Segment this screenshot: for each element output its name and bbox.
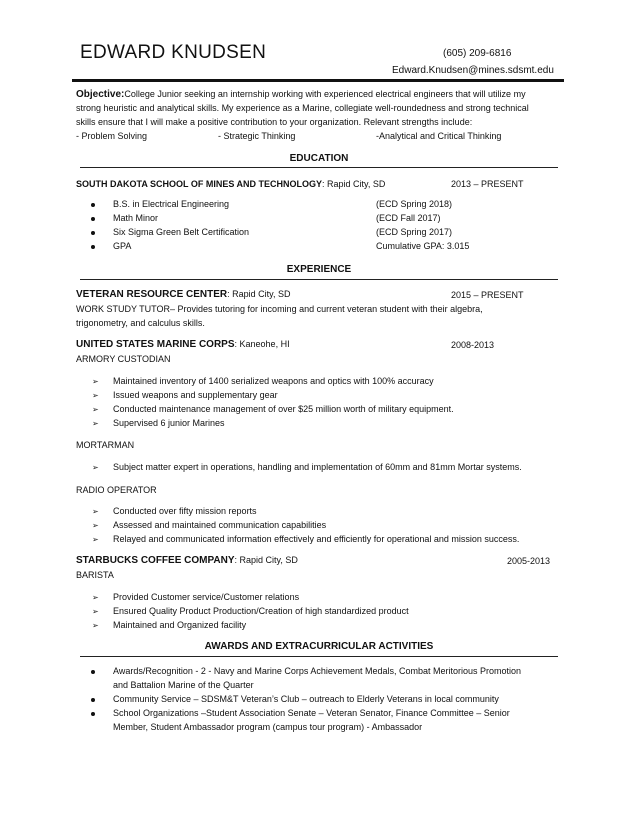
starbucks-header [76,555,298,566]
arrow-bullet-icon: ➢ [92,377,99,386]
arrow-bullet-icon: ➢ [92,463,99,472]
education-item-label: Math Minor [113,213,159,223]
experience-rule [80,279,558,280]
usmc-header [76,339,290,350]
school-location: : Rapid City, SD [322,179,386,189]
objective-line-3: skills ensure that I will make a positive contribution to your organization. Relevant strengths include: [76,117,473,127]
bullet-icon [91,217,95,221]
education-item-label: Six Sigma Green Belt Certification [113,227,250,237]
header-rule [72,79,564,82]
awards-heading: AWARDS AND EXTRACURRICULAR ACTIVITIES [204,641,434,652]
education-dates: 2013 – PRESENT [451,179,524,189]
arrow-bullet-icon: ➢ [92,621,99,630]
arrow-bullet-icon: ➢ [92,535,99,544]
list-item: Maintained and Organized facility [113,620,247,630]
strength-problem-solving: - Problem Solving [76,131,148,141]
bullet-icon [91,231,95,235]
role-mortarman: MORTARMAN [76,440,135,450]
vrc-org: VETERAN RESOURCE CENTER [76,289,228,300]
bullet-icon [91,698,95,702]
bullet-icon [91,245,95,249]
objective-text-1: College Junior seeking an internship working with experienced electrical engineers that will utilize my [124,89,526,99]
awards-item-1-line-2: and Battalion Marine of the Quarter [113,680,254,690]
role-radio-operator: RADIO OPERATOR [76,485,157,495]
starbucks-org: STARBUCKS COFFEE COMPANY [76,555,235,566]
arrow-bullet-icon: ➢ [92,607,99,616]
list-item: Issued weapons and supplementary gear [113,390,278,400]
list-item: Relayed and communicated information effectively and efficiently for operational and mission success. [113,534,520,544]
awards-item-3-line-2: Member, Student Ambassador program (campus tour program) - Ambassador [113,722,423,732]
education-school [76,179,385,189]
education-item-label: GPA [113,241,132,251]
phone-number: (605) 209-6816 [443,48,512,59]
arrow-bullet-icon: ➢ [92,391,99,400]
list-item: Supervised 6 junior Marines [113,418,225,428]
list-item: Provided Customer service/Customer relations [113,592,300,602]
role-barista: BARISTA [76,570,114,580]
arrow-bullet-icon: ➢ [92,593,99,602]
starbucks-dates: 2005-2013 [507,556,551,566]
bullet-icon [91,712,95,716]
list-item: Conducted over fifty mission reports [113,506,257,516]
arrow-bullet-icon: ➢ [92,405,99,414]
school-name: SOUTH DAKOTA SCHOOL OF MINES AND TECHNOLOGY [76,179,323,189]
education-heading: EDUCATION [289,153,349,164]
usmc-org: UNITED STATES MARINE CORPS [76,339,235,350]
education-rule [80,167,558,168]
objective-line-2: strong heuristic and analytical skills. My experience as a Marine, collegiate well-roundedness and strong technical [76,103,529,113]
list-item: Maintained inventory of 1400 serialized weapons and optics with 100% accuracy [113,376,434,386]
awards-rule [80,656,558,657]
usmc-dates: 2008-2013 [451,340,495,350]
strength-analytical-thinking: -Analytical and Critical Thinking [376,131,502,141]
awards-item-2: Community Service – SDSM&T Veteran’s Club – outreach to Elderly Veterans in local community [113,694,499,704]
education-item-detail: (ECD Fall 2017) [376,213,441,223]
list-item: Assessed and maintained communication capabilities [113,520,327,530]
experience-heading: EXPERIENCE [286,264,352,275]
list-item: Conducted maintenance management of over $25 million worth of military equipment. [113,404,454,414]
awards-item-1-line-1: Awards/Recognition - 2 - Navy and Marine Corps Achievement Medals, Combat Meritorious Promotion [113,666,522,676]
vrc-dates: 2015 – PRESENT [451,290,524,300]
arrow-bullet-icon: ➢ [92,507,99,516]
education-item-detail: (ECD Spring 2018) [376,199,453,209]
usmc-location: : Kaneohe, HI [234,339,290,349]
email-address: Edward.Knudsen@mines.sdsmt.edu [392,65,554,76]
education-item-detail: Cumulative GPA: 3.015 [376,241,470,251]
awards-item-3-line-1: School Organizations –Student Association Senate – Veteran Senator, Finance Committee – Senior [113,708,510,718]
objective-label: Objective: [76,89,125,100]
arrow-bullet-icon: ➢ [92,419,99,428]
vrc-line-2: trigonometry, and calculus skills. [76,318,205,328]
vrc-location: : Rapid City, SD [227,289,291,299]
education-item-detail: (ECD Spring 2017) [376,227,453,237]
vrc-header [76,289,291,300]
candidate-name: EDWARD KNUDSEN [80,42,267,63]
strength-strategic-thinking: - Strategic Thinking [218,131,296,141]
vrc-line-1: WORK STUDY TUTOR– Provides tutoring for incoming and current veteran student with their algebra, [76,304,483,314]
arrow-bullet-icon: ➢ [92,521,99,530]
role-armory-custodian: ARMORY CUSTODIAN [76,354,171,364]
starbucks-location: : Rapid City, SD [234,555,298,565]
list-item: Subject matter expert in operations, handling and implementation of 60mm and 81mm Mortar systems. [113,462,522,472]
objective-line-1 [76,89,526,100]
bullet-icon [91,670,95,674]
bullet-icon [91,203,95,207]
education-item-label: B.S. in Electrical Engineering [113,199,230,209]
list-item: Ensured Quality Product Production/Creation of high standardized product [113,606,409,616]
